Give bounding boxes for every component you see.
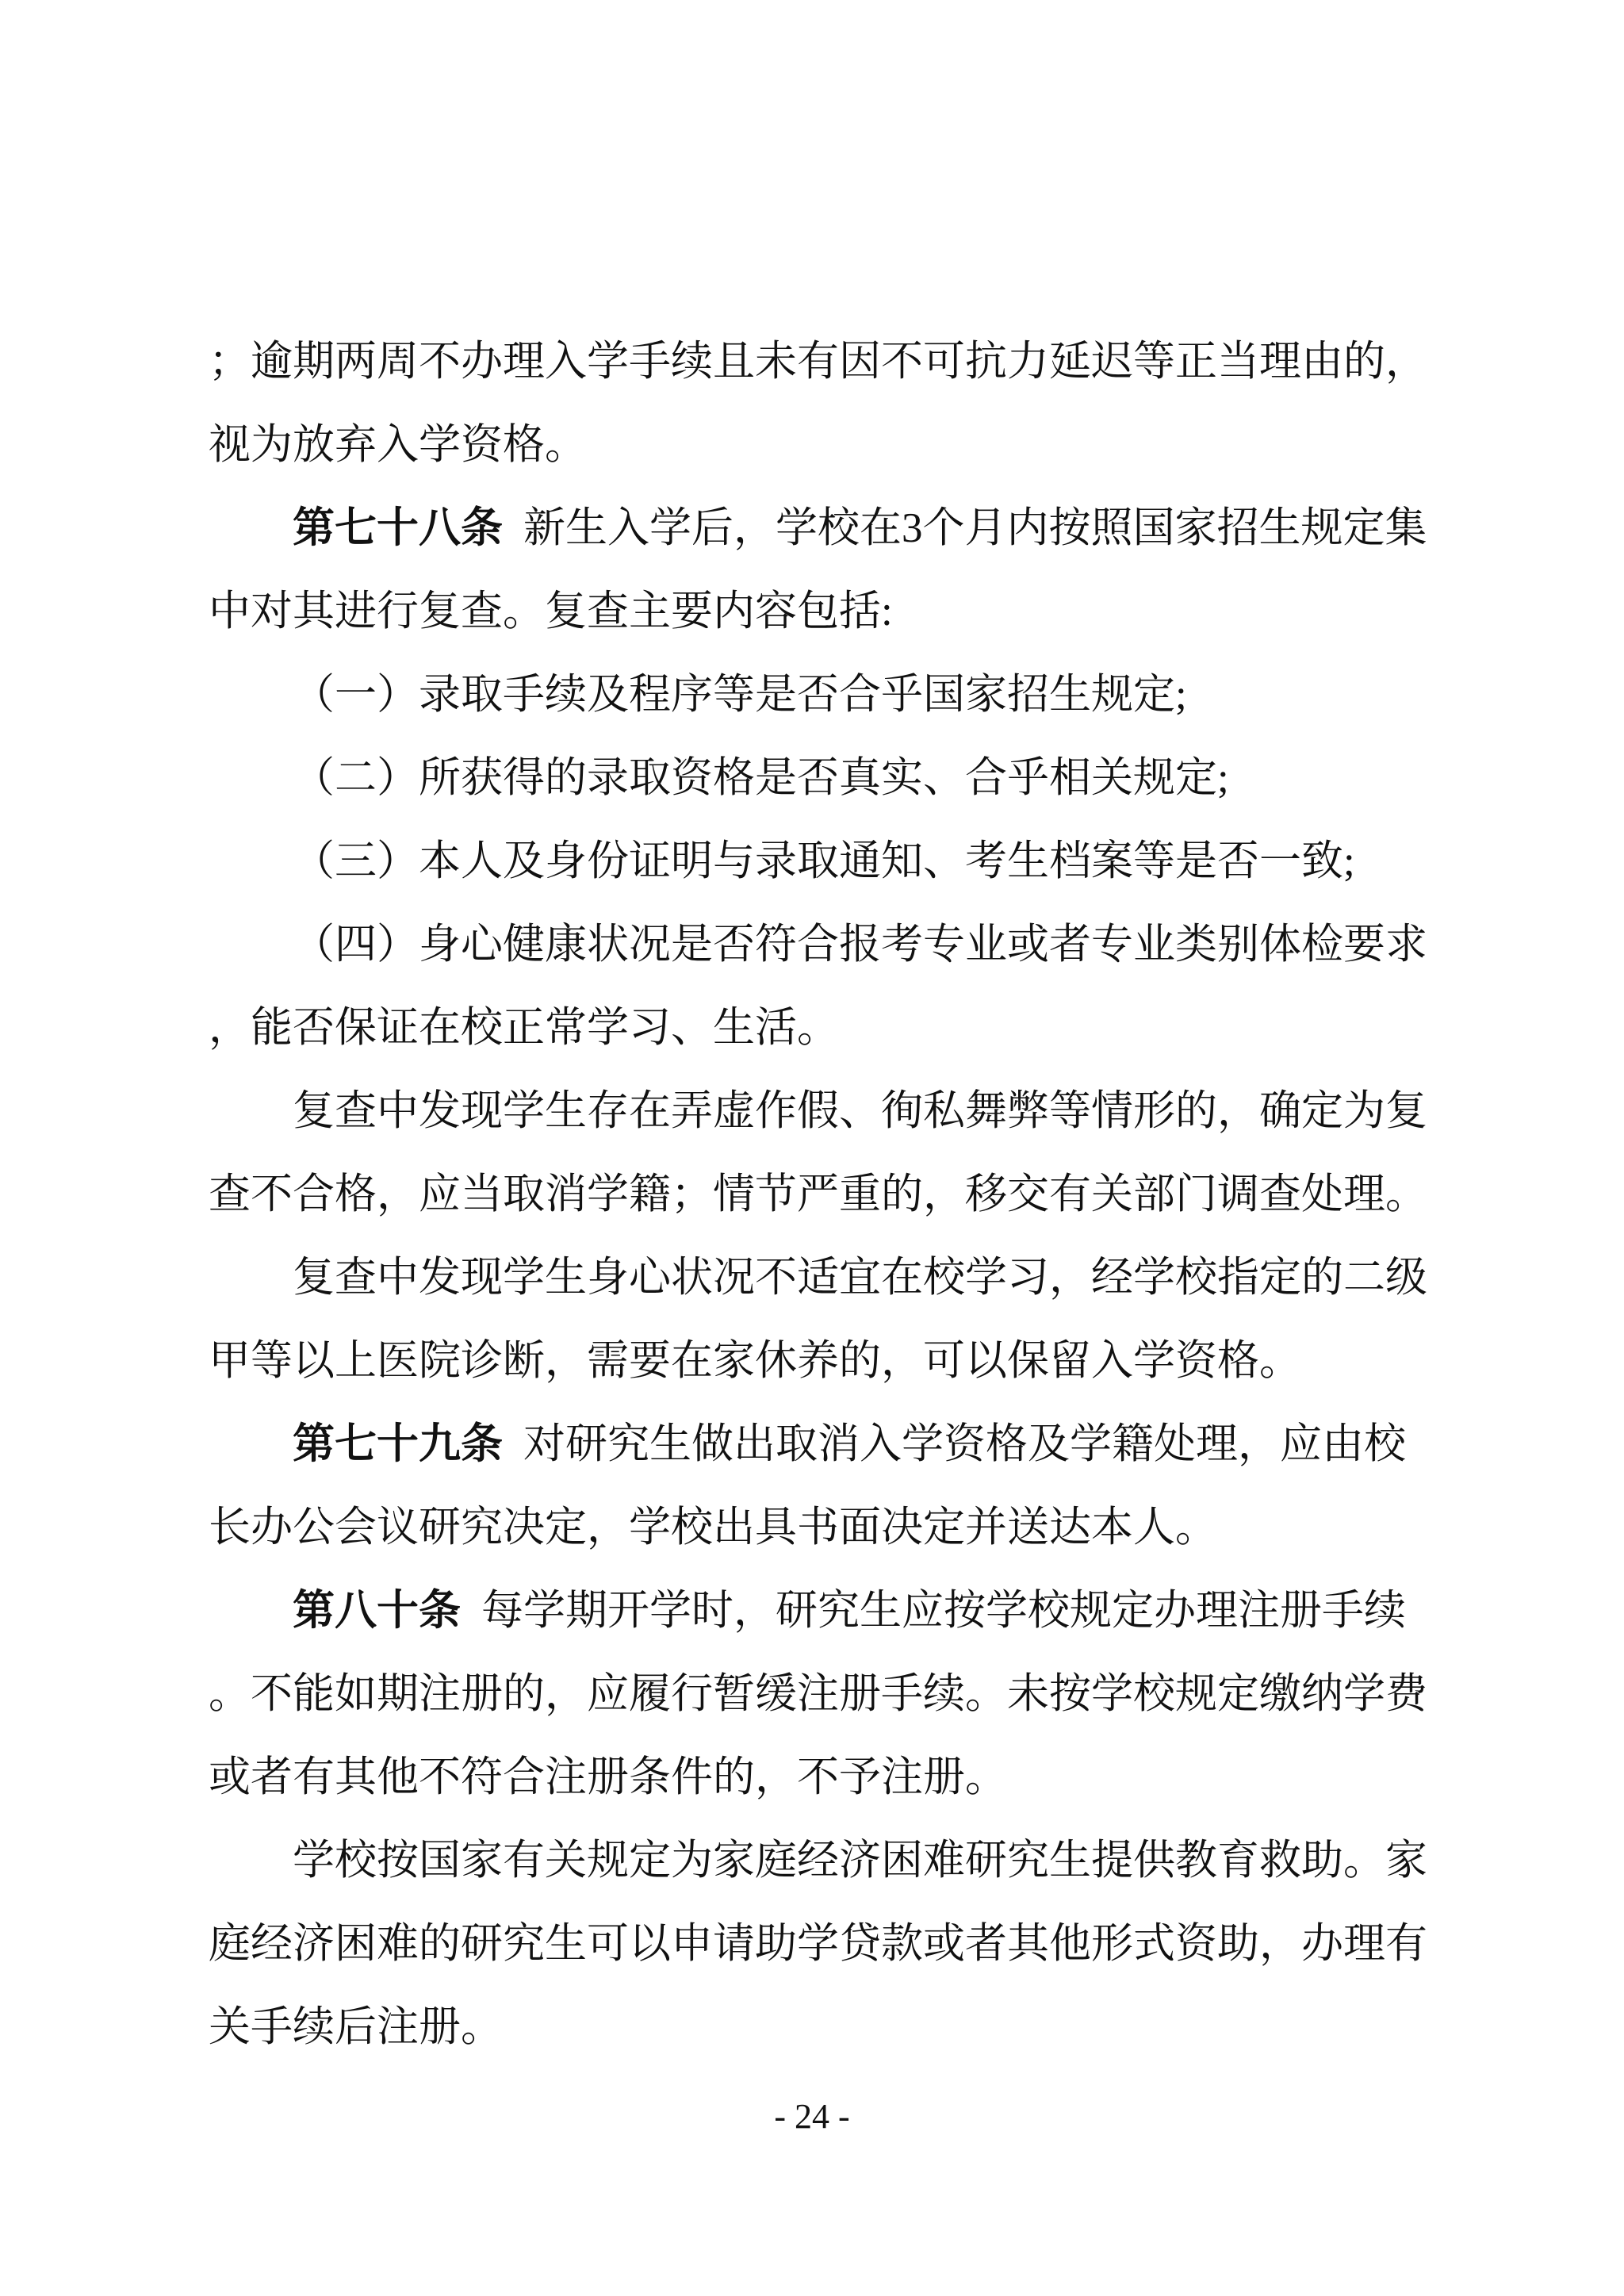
line-text: （一）录取手续及程序等是否合乎国家招生规定; xyxy=(293,672,1187,718)
text-line xyxy=(209,987,1446,1070)
article-line xyxy=(209,1403,1446,1486)
text-line xyxy=(209,654,1446,737)
line-text: 长办公会议研究决定，学校出具书面决定并送达本人。 xyxy=(209,1504,1217,1550)
line-text: 。不能如期注册的，应履行暂缓注册手续。未按学校规定缴纳学费 xyxy=(209,1671,1427,1717)
line-text: 每学期开学时，研究生应按学校规定办理注册手续 xyxy=(481,1588,1406,1634)
line-text: 复查中发现学生身心状况不适宜在校学习，经学校指定的二级 xyxy=(293,1255,1427,1301)
line-text: 庭经济困难的研究生可以申请助学贷款或者其他形式资助，办理有 xyxy=(209,1921,1427,1967)
line-text: 复查中发现学生存在弄虚作假、徇私舞弊等情形的，确定为复 xyxy=(293,1088,1427,1134)
text-line xyxy=(209,570,1446,654)
line-text: 或者有其他不符合注册条件的，不予注册。 xyxy=(209,1754,1007,1800)
article-number: 第八十条 xyxy=(293,1588,461,1634)
page-number: - 24 - xyxy=(774,2097,850,2136)
line-text: 视为放弃入学资格。 xyxy=(209,422,587,468)
line-text: （二）所获得的录取资格是否真实、合乎相关规定; xyxy=(293,755,1229,801)
text-line xyxy=(209,320,1446,404)
text-line xyxy=(209,903,1446,987)
line-text: 查不合格，应当取消学籍；情节严重的，移交有关部门调查处理。 xyxy=(209,1171,1427,1217)
text-line xyxy=(209,1819,1446,1903)
page-footer xyxy=(0,2095,1624,2139)
line-text: 关手续后注册。 xyxy=(209,2004,503,2050)
line-text: 新生入学后，学校在3个月内按照国家招生规定集 xyxy=(523,505,1427,551)
line-text: ；逾期两周不办理入学手续且未有因不可抗力延迟等正当理由的， xyxy=(209,339,1427,385)
article-number: 第七十八条 xyxy=(293,505,503,551)
text-line xyxy=(209,1986,1446,2069)
line-text: ，能否保证在校正常学习、生活。 xyxy=(209,1005,839,1051)
text-line xyxy=(209,1736,1446,1819)
document-body xyxy=(209,320,1446,2069)
text-line xyxy=(209,1486,1446,1570)
text-line xyxy=(209,820,1446,903)
text-line xyxy=(209,1653,1446,1736)
text-line xyxy=(209,1153,1446,1236)
line-text: （四）身心健康状况是否符合报考专业或者专业类别体检要求 xyxy=(293,922,1427,968)
text-line xyxy=(209,1070,1446,1153)
article-line xyxy=(209,1570,1446,1653)
line-text: 对研究生做出取消入学资格及学籍处理，应由校 xyxy=(523,1421,1406,1467)
line-text: 学校按国家有关规定为家庭经济困难研究生提供教育救助。家 xyxy=(293,1838,1427,1884)
article-number: 第七十九条 xyxy=(293,1421,503,1467)
line-text: 甲等以上医院诊断，需要在家休养的，可以保留入学资格。 xyxy=(209,1338,1301,1384)
text-line xyxy=(209,404,1446,487)
text-line xyxy=(209,1236,1446,1320)
text-line xyxy=(209,1320,1446,1403)
text-line xyxy=(209,1903,1446,1986)
line-text: 中对其进行复查。复查主要内容包括: xyxy=(209,588,893,634)
article-line xyxy=(209,487,1446,570)
text-line xyxy=(209,737,1446,820)
line-text: （三）本人及身份证明与录取通知、考生档案等是否一致; xyxy=(293,838,1355,884)
